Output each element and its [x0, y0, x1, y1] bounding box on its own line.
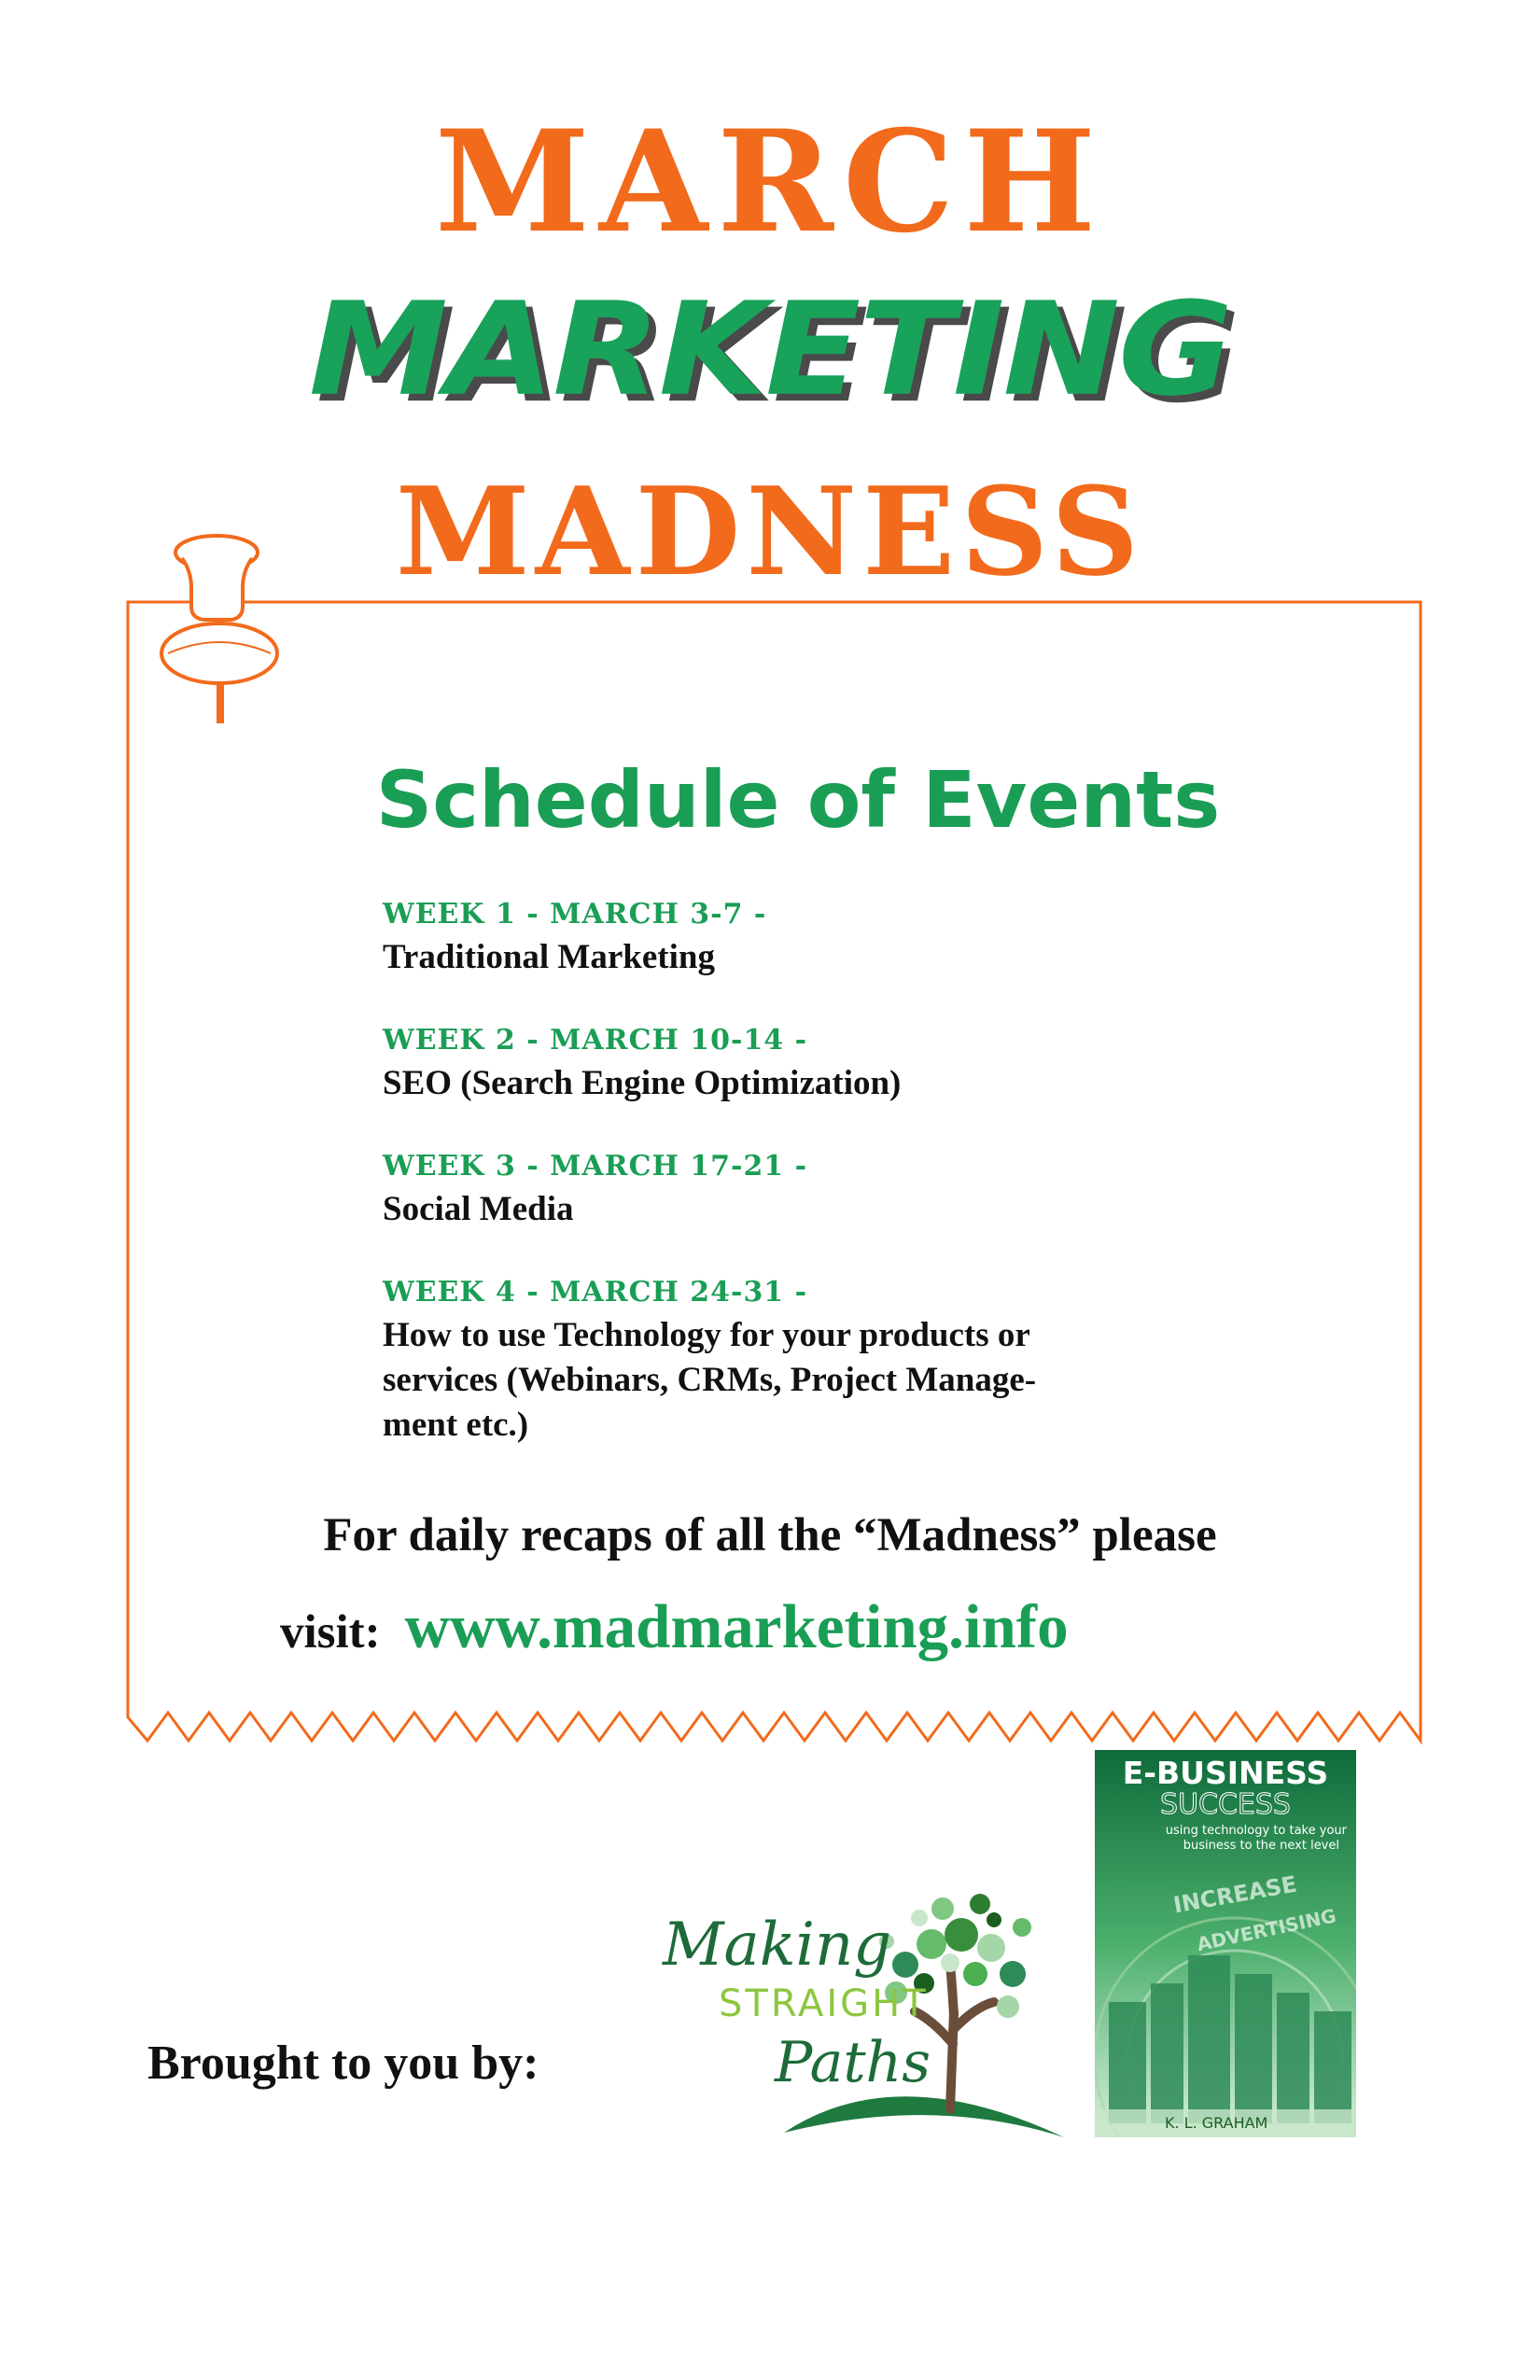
- recap-text: For daily recaps of all the “Madness” please: [323, 1509, 1217, 1561]
- visit-row: [280, 1592, 1400, 1661]
- book-arc-word: INCREASE: [1171, 1870, 1299, 1919]
- week-2: [383, 1020, 1223, 1106]
- week-topic: SEO (Search Engine Optimization): [383, 1064, 902, 1102]
- book-title: E-BUSINESS: [1122, 1755, 1329, 1791]
- week-topic: How to use Technology for your products or: [383, 1316, 1030, 1354]
- week-label: WEEK 1 - MARCH 3-7 -: [383, 898, 767, 931]
- schedule-heading: Schedule of Events: [375, 754, 1221, 846]
- book-subtitle: SUCCESS: [1160, 1788, 1291, 1821]
- push-pin-icon: [161, 536, 277, 723]
- book-tagline: business to the next level: [1183, 1839, 1339, 1853]
- book-arc-word: ADVERTISING: [1195, 1904, 1338, 1956]
- making-straight-paths-logo: [653, 1853, 1083, 2151]
- logo-word-straight: STRAIGHT: [719, 1982, 929, 2025]
- week-topic: services (Webinars, CRMs, Project Manage-: [383, 1361, 1037, 1399]
- week-4: [383, 1272, 1223, 1448]
- week-topic: Social Media: [383, 1190, 574, 1228]
- brought-by-text: Brought to you by:: [147, 2037, 539, 2090]
- website-link[interactable]: www.madmarketing.info: [404, 1592, 1069, 1661]
- week-topic: Traditional Marketing: [383, 938, 715, 976]
- week-label: WEEK 3 - MARCH 17-21 -: [383, 1150, 808, 1183]
- logo-word-making: Making: [663, 1911, 892, 1980]
- title-march: MARCH: [434, 100, 1106, 264]
- book-tagline: using technology to take your: [1165, 1824, 1347, 1838]
- week-3: [383, 1146, 1223, 1232]
- logo-word-paths: Paths: [775, 2030, 931, 2095]
- visit-label: visit:: [280, 1606, 381, 1659]
- title-marketing: MARKETING: [308, 274, 1232, 426]
- week-topic: ment etc.): [383, 1406, 529, 1444]
- week-label: WEEK 4 - MARCH 24-31 -: [383, 1276, 808, 1309]
- book-cover: [1095, 1750, 1356, 2137]
- week-1: [383, 894, 1223, 980]
- title-madness: MADNESS: [395, 460, 1145, 603]
- week-label: WEEK 2 - MARCH 10-14 -: [383, 1024, 808, 1057]
- book-author: K. L. GRAHAM: [1165, 2114, 1268, 2132]
